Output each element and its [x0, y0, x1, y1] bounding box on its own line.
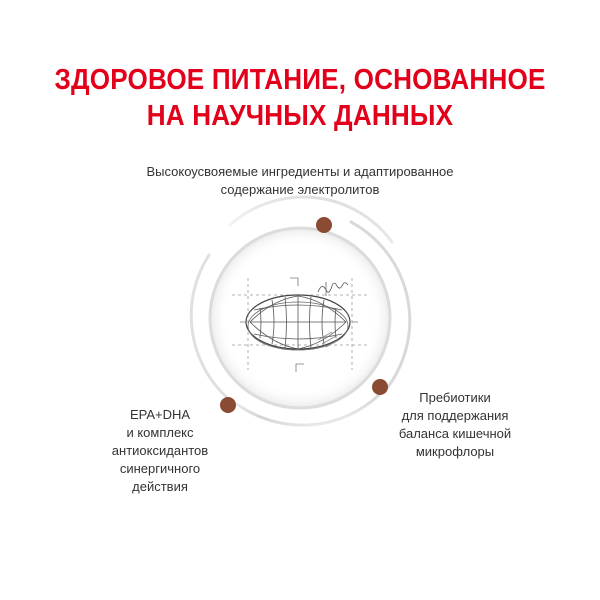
- benefit-antioxidants-line-5: действия: [132, 479, 188, 494]
- benefit-prebiotics-line-2: для поддержания: [401, 408, 509, 423]
- benefit-antioxidants-line-2: и комплекс: [126, 425, 194, 440]
- page-title-line-2: НА НАУЧНЫХ ДАННЫХ: [146, 100, 454, 132]
- benefit-antioxidants-line-1: EPA+DHA: [129, 407, 191, 422]
- inner-ring: [210, 228, 390, 408]
- benefit-digestibility-line-1: Высокоусвояемые ингредиенты и адаптированное: [146, 164, 454, 179]
- benefit-antioxidants-line-4: синергичного: [119, 461, 201, 476]
- benefit-antioxidants-line-3: антиоксидантов: [111, 443, 209, 458]
- benefit-prebiotics-line-1: Пребиотики: [419, 390, 491, 405]
- benefit-prebiotics-line-3: баланса кишечной: [398, 426, 512, 441]
- benefit-digestibility-line-2: содержание электролитов: [220, 182, 380, 197]
- page-title-line-1: ЗДОРОВОЕ ПИТАНИЕ, ОСНОВАННОЕ: [54, 64, 546, 96]
- benefit-prebiotics-line-4: микрофлоры: [415, 444, 495, 459]
